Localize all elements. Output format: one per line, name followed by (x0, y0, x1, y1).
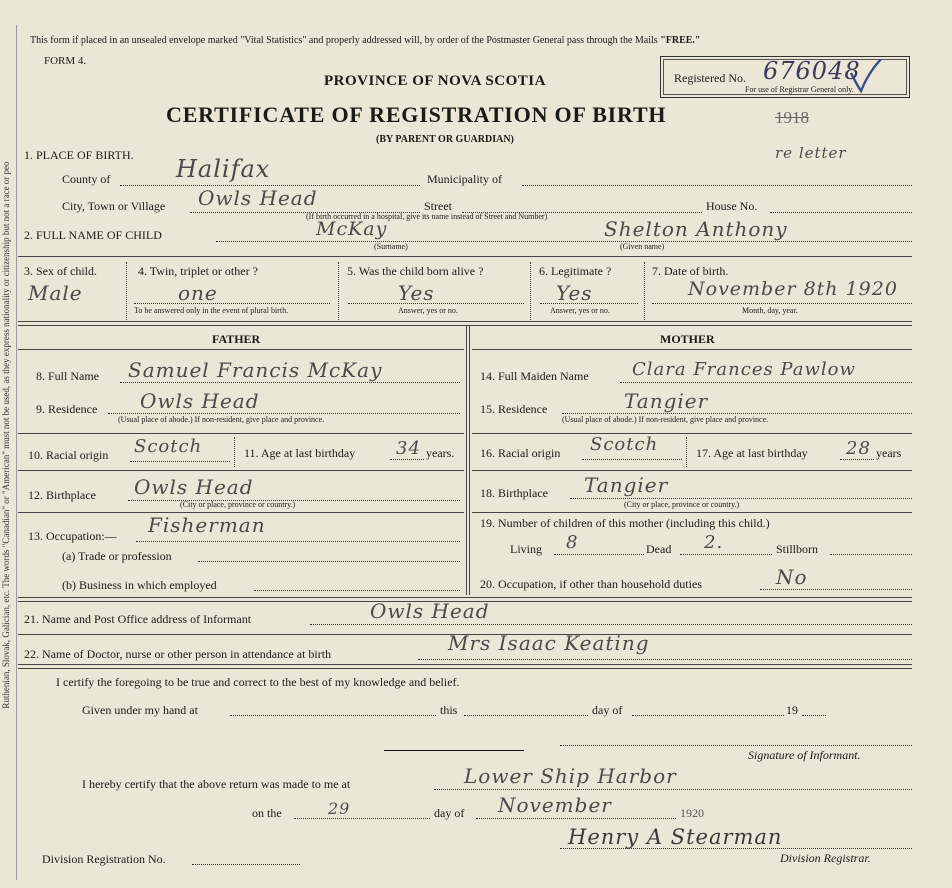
father-birthplace-label: 12. Birthplace (28, 488, 96, 502)
certificate-subtitle: (BY PARENT OR GUARDIAN) (376, 134, 514, 145)
father-age: 34 (396, 438, 421, 459)
city-label: City, Town or Village (62, 199, 166, 213)
dob-value: November 8th 1920 (688, 278, 898, 300)
father-residence-note: (Usual place of abode.) If non-resident, give place and province. (118, 415, 325, 424)
month-value: November (498, 793, 612, 817)
surname-caption: (Surname) (374, 242, 408, 251)
given-caption: (Given name) (620, 242, 665, 251)
dob-note: Month, day, year. (742, 306, 798, 315)
year-prefix: 19 (786, 703, 798, 717)
father-years-label: years. (426, 446, 455, 460)
father-racial: Scotch (134, 436, 203, 457)
father-name: Samuel Francis McKay (128, 358, 383, 382)
registered-box (660, 56, 910, 98)
on-the-label: on the (252, 806, 282, 820)
given-under-label: Given under my hand at (82, 703, 198, 717)
business-label: (b) Business in which employed (62, 578, 217, 592)
twin-value: one (178, 281, 218, 305)
county-label: County of (62, 172, 111, 186)
father-residence: Owls Head (140, 389, 260, 413)
return-statement: I hereby certify that the above return was made to me at (82, 777, 351, 791)
registrar-use-note: For use of Registrar General only. (745, 85, 854, 94)
father-occupation: Fisherman (148, 513, 266, 537)
mother-heading: MOTHER (660, 332, 715, 346)
twin-label: 4. Twin, triplet or other ? (138, 264, 258, 278)
father-birthplace-note: (City or place, province or country.) (180, 500, 296, 509)
father-heading: FATHER (212, 332, 261, 346)
mother-birthplace-label: 18. Birthplace (480, 486, 548, 500)
mother-name: Clara Frances Pawlow (632, 359, 856, 380)
municipality-label: Municipality of (427, 172, 502, 186)
father-residence-label: 9. Residence (36, 402, 98, 416)
informant-address: Owls Head (370, 599, 490, 623)
alive-value: Yes (398, 281, 435, 305)
return-place: Lower Ship Harbor (464, 764, 677, 788)
certify-statement: I certify the foregoing to be true and correct to the best of my knowledge and belief. (56, 675, 460, 689)
mother-occupation: No (776, 565, 808, 589)
dead-label: Dead (646, 542, 672, 556)
certificate-title: CERTIFICATE OF REGISTRATION OF BIRTH (166, 102, 667, 127)
mother-name-label: 14. Full Maiden Name (480, 369, 589, 383)
registrar-signature: Henry A Stearman (568, 825, 783, 849)
living-label: Living (510, 542, 542, 556)
city-value: Owls Head (198, 186, 318, 210)
informant-label: 21. Name and Post Office address of Informant (24, 612, 252, 626)
alive-label: 5. Was the child born alive ? (347, 264, 484, 278)
child-given-name: Shelton Anthony (604, 217, 788, 241)
mother-birthplace: Tangier (584, 473, 669, 497)
place-of-birth-heading: 1. PLACE OF BIRTH. (24, 148, 134, 162)
division-registration-label: Division Registration No. (42, 852, 166, 866)
attendant-value: Mrs Isaac Keating (448, 631, 650, 655)
legitimate-label: 6. Legitimate ? (539, 264, 612, 278)
father-name-label: 8. Full Name (36, 369, 99, 383)
stillborn-label: Stillborn (776, 542, 819, 556)
twin-note: To be answered only in the event of plural birth. (134, 306, 289, 315)
this-label: this (440, 703, 458, 717)
children-label: 19. Number of children of this mother (including this child.) (480, 516, 770, 530)
mother-age: 28 (846, 438, 871, 459)
form-number: FORM 4. (44, 55, 87, 67)
year-mark: 1918 (775, 108, 809, 127)
registered-label: Registered No. (674, 71, 746, 85)
mother-racial: Scotch (590, 434, 659, 455)
mother-residence-note: (Usual place of abode.) If non-resident, give place and province. (562, 415, 769, 424)
legitimate-value: Yes (556, 281, 593, 305)
father-birthplace: Owls Head (134, 475, 254, 499)
day-of-label: day of (592, 703, 623, 717)
mail-note: This form if placed in an unsealed envelope marked "Vital Statistics" and properly addressed will, by order of the Postmaster General pass through the Mails "FREE." (30, 35, 701, 46)
side-margin-note: Ruthenian, Slovak, Galician, etc. The words "Canadian" or "American" must not be used, as they express nationality or citizenship but not a race or peo (1, 161, 11, 709)
division-registrar-label: Division Registrar. (780, 851, 871, 865)
living-value: 8 (566, 532, 579, 553)
legitimate-note: Answer, yes or no. (550, 306, 610, 315)
house-label: House No. (706, 199, 758, 213)
return-year: 1920 (680, 806, 704, 820)
province-heading: PROVINCE OF NOVA SCOTIA (324, 73, 546, 89)
mother-residence: Tangier (624, 389, 709, 413)
father-age-label: 11. Age at last birthday (244, 446, 356, 460)
mother-birthplace-note: (City or place, province or country.) (624, 500, 740, 509)
mother-residence-label: 15. Residence (480, 402, 548, 416)
trade-label: (a) Trade or profession (62, 549, 172, 563)
informant-signature-label: Signature of Informant. (748, 748, 861, 762)
mother-years-label: years (876, 446, 902, 460)
sex-label: 3. Sex of child. (24, 264, 97, 278)
margin-note: re letter (775, 144, 847, 162)
margin-rule (16, 25, 17, 880)
father-occupation-label: 13. Occupation:— (28, 529, 117, 543)
registered-number: 676048 (763, 57, 861, 85)
mother-age-label: 17. Age at last birthday (696, 446, 808, 460)
child-name-label: 2. FULL NAME OF CHILD (24, 228, 162, 242)
dead-value: 2. (704, 532, 724, 553)
attendant-label: 22. Name of Doctor, nurse or other person in attendance at birth (24, 647, 332, 661)
hospital-note: (If birth occurred in a hospital, give its name instead of Street and Number) (306, 212, 548, 221)
mother-racial-label: 16. Racial origin (480, 446, 561, 460)
dob-label: 7. Date of birth. (652, 264, 729, 278)
father-racial-label: 10. Racial origin (28, 448, 109, 462)
county-value: Halifax (176, 155, 271, 183)
alive-note: Answer, yes or no. (398, 306, 458, 315)
sex-value: Male (28, 281, 83, 305)
day-value: 29 (328, 799, 351, 818)
day-of-label-2: day of (434, 806, 465, 820)
street-label: Street (424, 199, 452, 213)
child-surname: McKay (316, 218, 388, 240)
mother-occupation-label: 20. Occupation, if other than household duties (480, 577, 702, 591)
check-mark-icon (847, 59, 887, 100)
